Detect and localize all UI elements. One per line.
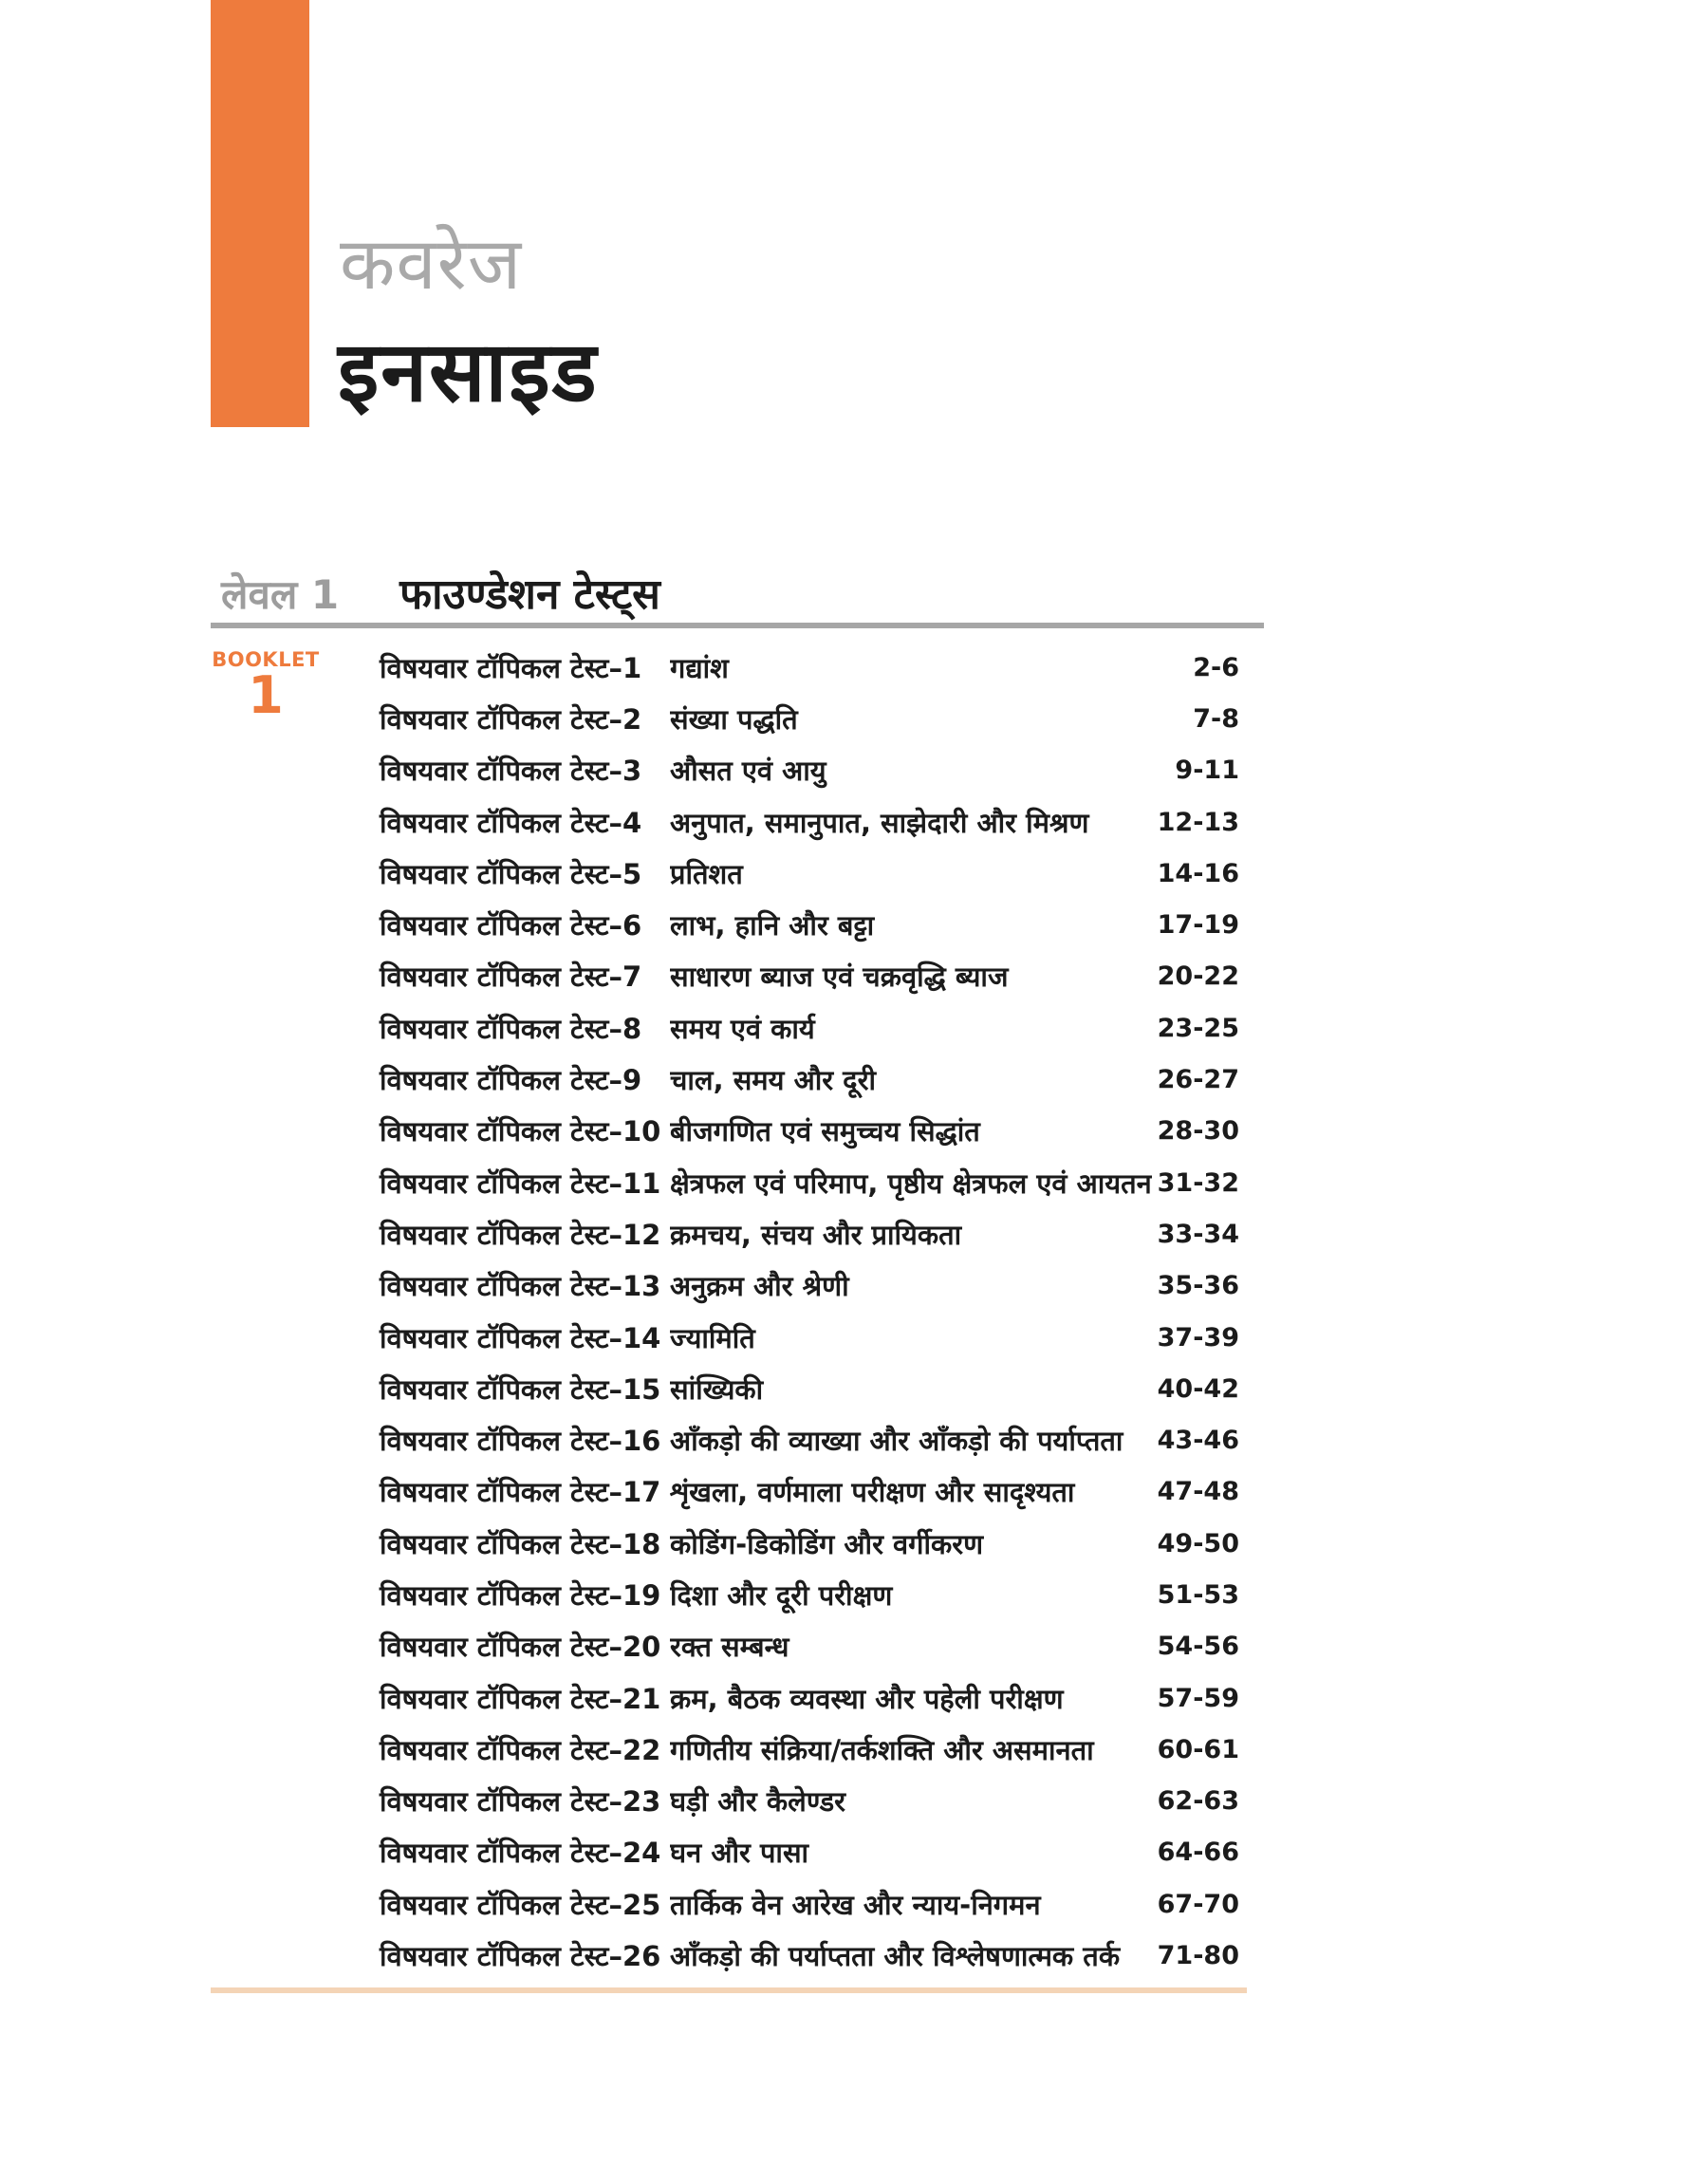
topic-label: आँकड़ो की पर्याप्तता और विश्लेषणात्मक तर्क [670,1940,1121,1973]
page-range: 43-46 [1157,1426,1239,1456]
topic-label: प्रतिशत [670,857,743,890]
topic-label: संख्या पद्धति [670,702,798,736]
topic-label: अनुपात, समानुपात, साझेदारी और मिश्रण [670,806,1089,839]
test-label: विषयवार टॉपिकल टेस्ट–24 [380,1837,661,1870]
toc-row [380,1312,1239,1363]
booklet-badge [211,648,321,726]
topic-label: ज्यामिति [670,1321,755,1354]
topic-label: अनुक्रम और श्रेणी [670,1270,849,1303]
toc-row [380,1672,1239,1724]
page-range: 14-16 [1157,858,1239,888]
topic-label: लाभ, हानि और बट्टा [670,909,875,942]
toc-row [380,1414,1239,1465]
page-range: 26-27 [1157,1065,1239,1095]
topic-label: समय एवं कार्य [670,1012,815,1045]
page-range: 57-59 [1157,1683,1239,1713]
test-label: विषयवार टॉपिकल टेस्ट–3 [380,755,642,788]
page-range: 23-25 [1157,1013,1239,1043]
page-range: 31-32 [1157,1167,1239,1198]
test-label: विषयवार टॉपिकल टेस्ट–9 [380,1064,642,1097]
toc-row [380,642,1239,693]
toc-row [380,1776,1239,1827]
test-label: विषयवार टॉपिकल टेस्ट–5 [380,857,642,890]
toc-row [380,1569,1239,1620]
page-range: 40-42 [1157,1373,1239,1404]
page-range: 12-13 [1157,807,1239,837]
toc-row [380,745,1239,796]
toc-row [380,1878,1239,1930]
toc-row [380,1208,1239,1259]
topic-label: गद्यांश [670,651,729,684]
test-label: विषयवार टॉपिकल टेस्ट–13 [380,1270,661,1303]
topic-label: दिशा और दूरी परीक्षण [670,1578,893,1612]
test-label: विषयवार टॉपिकल टेस्ट–25 [380,1888,661,1921]
toc-list [380,642,1239,1982]
test-label: विषयवार टॉपिकल टेस्ट–21 [380,1682,661,1715]
test-label: विषयवार टॉपिकल टेस्ट–23 [380,1785,661,1819]
booklet-number: 1 [248,665,284,726]
section-header [221,564,660,621]
test-label: विषयवार टॉपिकल टेस्ट–17 [380,1476,661,1509]
booklet-label: BOOKLET [212,648,320,671]
test-label: विषयवार टॉपिकल टेस्ट–8 [380,1012,642,1045]
test-label: विषयवार टॉपिकल टेस्ट–16 [380,1425,661,1458]
topic-label: क्षेत्रफल एवं परिमाप, पृष्ठीय क्षेत्रफल एवं आयतन [670,1166,1152,1200]
toc-row [380,1260,1239,1312]
topic-label: रक्त सम्बन्ध [670,1631,789,1664]
test-label: विषयवार टॉपिकल टेस्ट–7 [380,961,642,994]
page-range: 28-30 [1157,1116,1239,1147]
inside-heading: इनसाइड [338,323,599,420]
page-range: 9-11 [1175,756,1239,786]
toc-row [380,1827,1239,1878]
page-range: 60-61 [1157,1734,1239,1764]
toc-row [380,1363,1239,1414]
page-range: 47-48 [1157,1477,1239,1507]
toc-row [380,1054,1239,1105]
section-title: फाउण्डेशन टेस्ट्स [399,570,660,619]
toc-row [380,693,1239,744]
toc-row [380,1106,1239,1157]
test-label: विषयवार टॉपिकल टेस्ट–6 [380,909,642,942]
test-label: विषयवार टॉपिकल टेस्ट–12 [380,1218,661,1251]
test-label: विषयवार टॉपिकल टेस्ट–4 [380,806,642,839]
test-label: विषयवार टॉपिकल टेस्ट–20 [380,1631,661,1664]
toc-row [380,796,1239,848]
test-label: विषयवार टॉपिकल टेस्ट–14 [380,1321,661,1354]
page-range: 51-53 [1157,1579,1239,1610]
toc-row [380,1621,1239,1672]
topic-label: साधारण ब्याज एवं चक्रवृद्धि ब्याज [670,961,1009,994]
topic-label: शृंखला, वर्णमाला परीक्षण और सादृश्यता [670,1476,1075,1509]
page-range: 37-39 [1157,1322,1239,1353]
page-range: 71-80 [1157,1941,1239,1971]
toc-row [380,1157,1239,1208]
page-range: 35-36 [1157,1271,1239,1301]
test-label: विषयवार टॉपिकल टेस्ट–26 [380,1940,661,1973]
test-label: विषयवार टॉपिकल टेस्ट–15 [380,1372,661,1406]
page-range: 49-50 [1157,1528,1239,1558]
level-label: लेवल 1 [221,571,340,618]
page-range: 33-34 [1157,1219,1239,1249]
toc-row [380,1724,1239,1775]
section-divider-rule [211,623,1264,628]
page-range: 62-63 [1157,1786,1239,1817]
topic-label: तार्किक वेन आरेख और न्याय-निगमन [670,1888,1041,1921]
toc-row [380,951,1239,1002]
topic-label: घन और पासा [670,1837,809,1870]
topic-label: गणितीय संक्रिया/तर्कशक्ति और असमानता [670,1733,1094,1766]
test-label: विषयवार टॉपिकल टेस्ट–1 [380,651,642,684]
bottom-divider-rule [211,1987,1247,1993]
topic-label: बीजगणित एवं समुच्चय सिद्धांत [670,1115,980,1148]
toc-row [380,1930,1239,1981]
page-range: 54-56 [1157,1632,1239,1662]
orange-accent-bar [211,0,309,427]
toc-row [380,1466,1239,1518]
toc-row [380,848,1239,899]
test-label: विषयवार टॉपिकल टेस्ट–11 [380,1166,661,1200]
page-range: 7-8 [1193,703,1239,734]
topic-label: क्रमचय, संचय और प्रायिकता [670,1218,962,1251]
topic-label: औसत एवं आयु [670,755,826,788]
topic-label: चाल, समय और दूरी [670,1064,876,1097]
topic-label: घड़ी और कैलेण्डर [670,1785,845,1819]
test-label: विषयवार टॉपिकल टेस्ट–18 [380,1527,661,1560]
page-range: 67-70 [1157,1889,1239,1919]
page-range: 64-66 [1157,1838,1239,1868]
toc-row [380,899,1239,950]
test-label: विषयवार टॉपिकल टेस्ट–19 [380,1578,661,1612]
topic-label: आँकड़ो की व्याख्या और आँकड़ो की पर्याप्तता [670,1425,1123,1458]
test-label: विषयवार टॉपिकल टेस्ट–2 [380,702,642,736]
toc-row [380,1002,1239,1054]
topic-label: सांख्यिकी [670,1372,764,1406]
topic-label: क्रम, बैठक व्यवस्था और पहेली परीक्षण [670,1682,1064,1715]
coverage-heading: कवरेज [340,221,523,306]
page-range: 20-22 [1157,961,1239,992]
page-range: 2-6 [1193,652,1239,682]
page-range: 17-19 [1157,910,1239,941]
test-label: विषयवार टॉपिकल टेस्ट–10 [380,1115,661,1148]
topic-label: कोडिंग-डिकोडिंग और वर्गीकरण [670,1527,984,1560]
test-label: विषयवार टॉपिकल टेस्ट–22 [380,1733,661,1766]
toc-row [380,1518,1239,1569]
